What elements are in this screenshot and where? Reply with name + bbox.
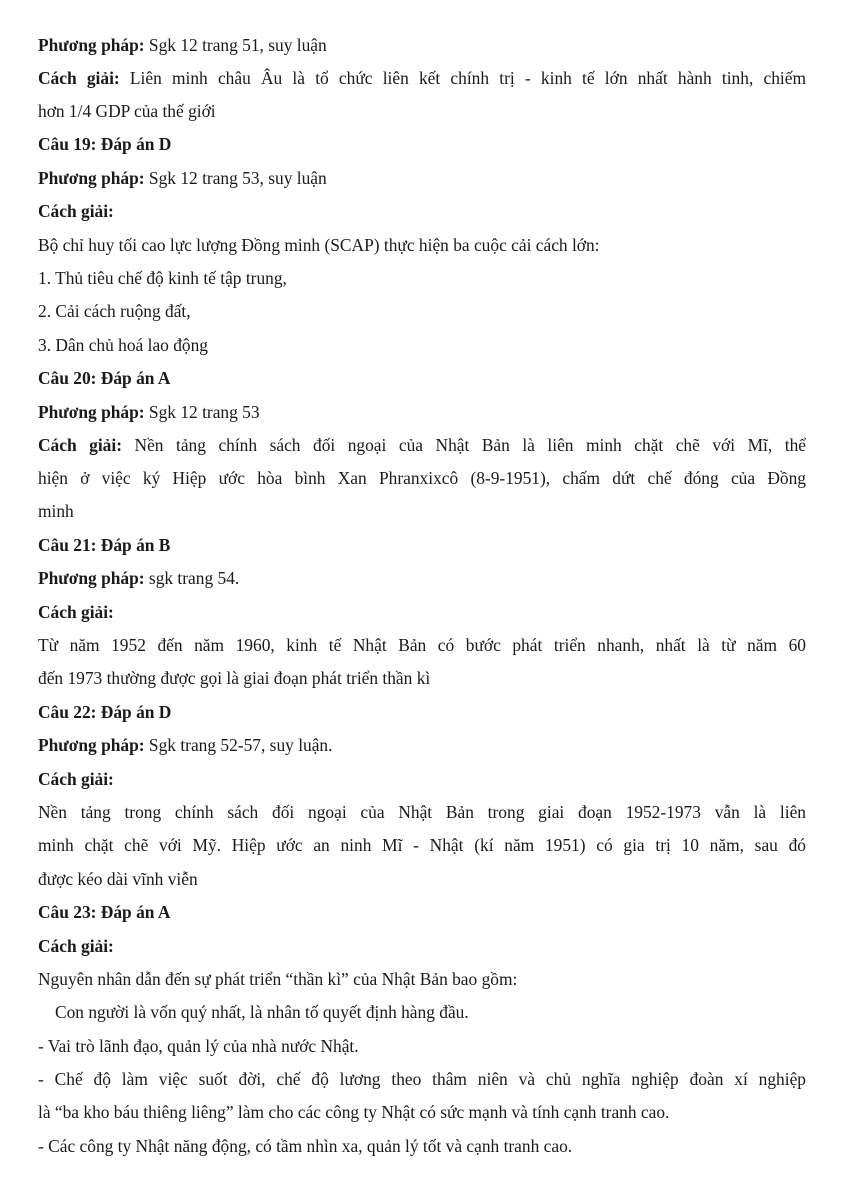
method-text: Sgk trang 52-57, suy luận.	[144, 735, 333, 755]
method-label: Phương pháp:	[38, 568, 145, 588]
text-line: Từ năm 1952 đến năm 1960, kinh tế Nhật Bản có bước phát triển nhanh, nhất là từ năm 60	[38, 635, 806, 655]
text-line: Nguyên nhân dẫn đến sự phát triển “thần kì” của Nhật Bản bao gồm:	[38, 969, 518, 989]
solution-label: Cách giải:	[38, 602, 114, 622]
question-heading-19: Câu 19: Đáp án D	[38, 134, 172, 154]
text-line: minh	[38, 501, 74, 521]
method-label: Phương pháp:	[38, 735, 145, 755]
method-line-q22	[38, 734, 332, 756]
list-item: 2. Cải cách ruộng đất,	[38, 301, 191, 321]
list-item: Con người là vốn quý nhất, là nhân tố quyết định hàng đầu.	[55, 1002, 469, 1022]
list-item: - Vai trò lãnh đạo, quản lý của nhà nước Nhật.	[38, 1036, 359, 1056]
method-line-q20	[38, 401, 260, 423]
method-label: Phương pháp:	[38, 35, 145, 55]
question-heading-20: Câu 20: Đáp án A	[38, 368, 171, 388]
list-item: - Các công ty Nhật năng động, có tầm nhìn xa, quản lý tốt và cạnh tranh cao.	[38, 1136, 573, 1156]
solution-text: Nền tảng chính sách đối ngoại của Nhật Bản là liên minh chặt chẽ với Mĩ, thể	[122, 435, 806, 455]
solution-label: Cách giải:	[38, 769, 114, 789]
list-item: - Chế độ làm việc suốt đời, chế độ lương theo thâm niên và chủ nghĩa nghiệp đoàn xí nghiệp	[38, 1069, 806, 1089]
text-line: được kéo dài vĩnh viễn	[38, 869, 198, 889]
method-label: Phương pháp:	[38, 168, 145, 188]
method-text: Sgk 12 trang 53	[144, 402, 260, 422]
question-heading-22: Câu 22: Đáp án D	[38, 702, 172, 722]
solution-line-q18	[38, 67, 806, 89]
text-line: là “ba kho báu thiêng liêng” làm cho các công ty Nhật có sức mạnh và tính cạnh tranh cao.	[38, 1102, 670, 1122]
method-line-q18	[38, 34, 327, 56]
method-label: Phương pháp:	[38, 402, 145, 422]
solution-label: Cách giải:	[38, 936, 114, 956]
solution-label: Cách giải:	[38, 435, 122, 455]
method-text: Sgk 12 trang 53, suy luận	[144, 168, 327, 188]
list-item: 1. Thủ tiêu chế độ kinh tế tập trung,	[38, 268, 287, 288]
method-line-q19	[38, 167, 327, 189]
method-text: sgk trang 54.	[144, 568, 240, 588]
text-line: hiện ở việc ký Hiệp ước hòa bình Xan Phranxixcô (8-9-1951), chấm dứt chế đóng của Đồng	[38, 468, 806, 488]
solution-text: Liên minh châu Âu là tổ chức liên kết chính trị - kinh tế lớn nhất hành tinh, chiếm	[119, 68, 806, 88]
solution-label: Cách giải:	[38, 201, 114, 221]
text-line: Nền tảng trong chính sách đối ngoại của Nhật Bản trong giai đoạn 1952-1973 vẫn là liên	[38, 802, 806, 822]
text-line: đến 1973 thường được gọi là giai đoạn phát triển thần kì	[38, 668, 431, 688]
solution-label: Cách giải:	[38, 68, 120, 88]
text-line: minh chặt chẽ với Mỹ. Hiệp ước an ninh Mĩ - Nhật (kí năm 1951) có gia trị 10 năm, sau đó	[38, 835, 806, 855]
list-item: 3. Dân chủ hoá lao động	[38, 335, 209, 355]
question-heading-23: Câu 23: Đáp án A	[38, 902, 171, 922]
solution-line-q20	[38, 434, 806, 456]
method-line-q21	[38, 567, 239, 589]
text-line: hơn 1/4 GDP của thế giới	[38, 101, 216, 121]
text-line: Bộ chỉ huy tối cao lực lượng Đồng minh (SCAP) thực hiện ba cuộc cải cách lớn:	[38, 235, 600, 255]
method-text: Sgk 12 trang 51, suy luận	[144, 35, 327, 55]
question-heading-21: Câu 21: Đáp án B	[38, 535, 171, 555]
